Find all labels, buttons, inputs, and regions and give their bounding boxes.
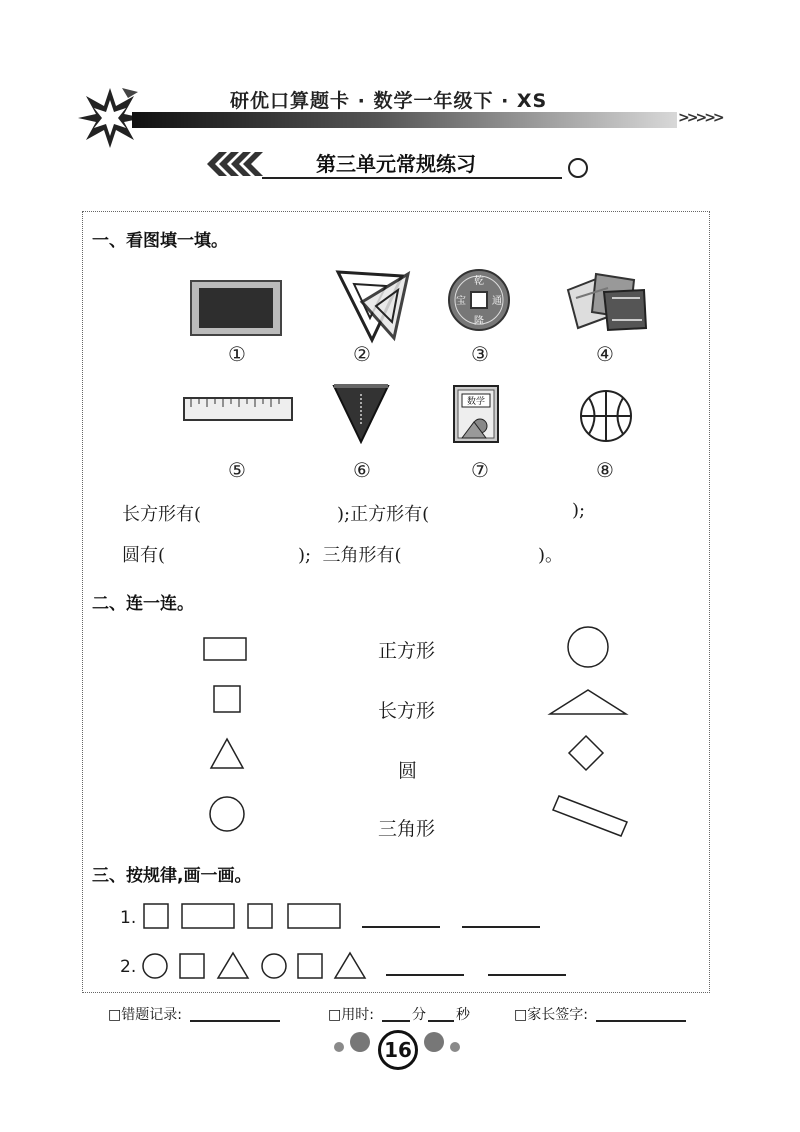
- right-diamond: [569, 736, 603, 770]
- unit-title-chevrons-icon: [205, 150, 265, 178]
- coin-image: [447, 268, 511, 332]
- pattern-row2-number: 2.: [120, 957, 137, 977]
- pattern-row1-shapes: [140, 900, 350, 932]
- header-title: 研优口算题卡 · 数学一年级下 · XS: [230, 90, 548, 112]
- coin-char-right: 通: [492, 296, 502, 307]
- label-6: ⑥: [353, 458, 371, 482]
- coin-char-top: 乾: [474, 276, 484, 287]
- line1-end: );: [572, 500, 586, 521]
- seconds-blank[interactable]: [428, 1020, 454, 1022]
- unit-title-underline: [262, 177, 562, 179]
- parent-signature-blank[interactable]: [596, 1020, 686, 1022]
- pennant-image: [332, 382, 390, 444]
- basketball-image: [578, 388, 634, 444]
- minutes-label: 分: [412, 1007, 426, 1023]
- left-shapes: [190, 625, 270, 845]
- shape-name-rectangle: 长方形: [378, 700, 436, 722]
- section3-title: 三、按规律,画一画。: [92, 866, 252, 886]
- set-square-image: [332, 266, 412, 346]
- left-circle: [210, 797, 244, 831]
- shape-name-square: 正方形: [378, 640, 436, 662]
- page-dot-2: [350, 1032, 370, 1052]
- header-bar: [132, 112, 677, 128]
- seconds-label: 秒: [456, 1007, 470, 1023]
- ruler-image: [183, 397, 293, 421]
- coin-char-left: 宝: [456, 296, 466, 307]
- minutes-blank[interactable]: [382, 1020, 410, 1022]
- header-chevrons: >>>>>: [678, 110, 722, 126]
- label-7: ⑦: [471, 458, 489, 482]
- coin-char-bottom: 隆: [474, 316, 484, 327]
- left-triangle: [211, 739, 243, 768]
- right-circle: [568, 627, 608, 667]
- page-dot-4: [450, 1042, 460, 1052]
- pattern-row1-number: 1.: [120, 908, 137, 928]
- error-record-label: □错题记录:: [108, 1007, 182, 1023]
- unit-title-circle-icon: [568, 158, 588, 178]
- page-dot-3: [424, 1032, 444, 1052]
- pattern-row2-blank-2: [488, 974, 566, 976]
- pattern-row1-blank-1: [362, 926, 440, 928]
- blackboard-image: [190, 280, 282, 336]
- time-used-label: □用时:: [328, 1007, 374, 1023]
- handkerchiefs-image: [564, 270, 648, 332]
- triangle-prompt: ); 三角形有(: [298, 545, 402, 566]
- line2-end: )。: [538, 545, 564, 566]
- label-4: ④: [596, 342, 614, 366]
- square-prompt: );正方形有(: [337, 504, 430, 525]
- label-3: ③: [471, 342, 489, 366]
- page-dot-1: [334, 1042, 344, 1052]
- label-8: ⑧: [596, 458, 614, 482]
- parent-signature-label: □家长签字:: [514, 1007, 588, 1023]
- error-record-blank[interactable]: [190, 1020, 280, 1022]
- left-square: [214, 686, 240, 712]
- book-cover-text: 数学: [466, 397, 486, 407]
- math-book-image: [452, 384, 502, 446]
- label-1: ①: [228, 342, 246, 366]
- section1-title: 一、看图填一填。: [92, 231, 228, 251]
- label-5: ⑤: [228, 458, 246, 482]
- right-triangle: [550, 690, 626, 714]
- label-2: ②: [353, 342, 371, 366]
- right-shapes: [545, 622, 635, 842]
- shape-name-triangle: 三角形: [378, 818, 436, 840]
- rectangle-prompt: 长方形有(: [122, 504, 202, 525]
- pattern-row2-blank-1: [386, 974, 464, 976]
- pattern-row1-blank-2: [462, 926, 540, 928]
- unit-title: 第三单元常规练习: [316, 152, 476, 176]
- circle-prompt: 圆有(: [122, 545, 166, 566]
- page-number: 16: [378, 1030, 418, 1070]
- section2-title: 二、连一连。: [92, 594, 194, 614]
- right-tilted-rectangle: [553, 796, 627, 836]
- pattern-row2-shapes: [138, 948, 378, 982]
- left-rectangle: [204, 638, 246, 660]
- shape-name-circle: 圆: [398, 760, 418, 782]
